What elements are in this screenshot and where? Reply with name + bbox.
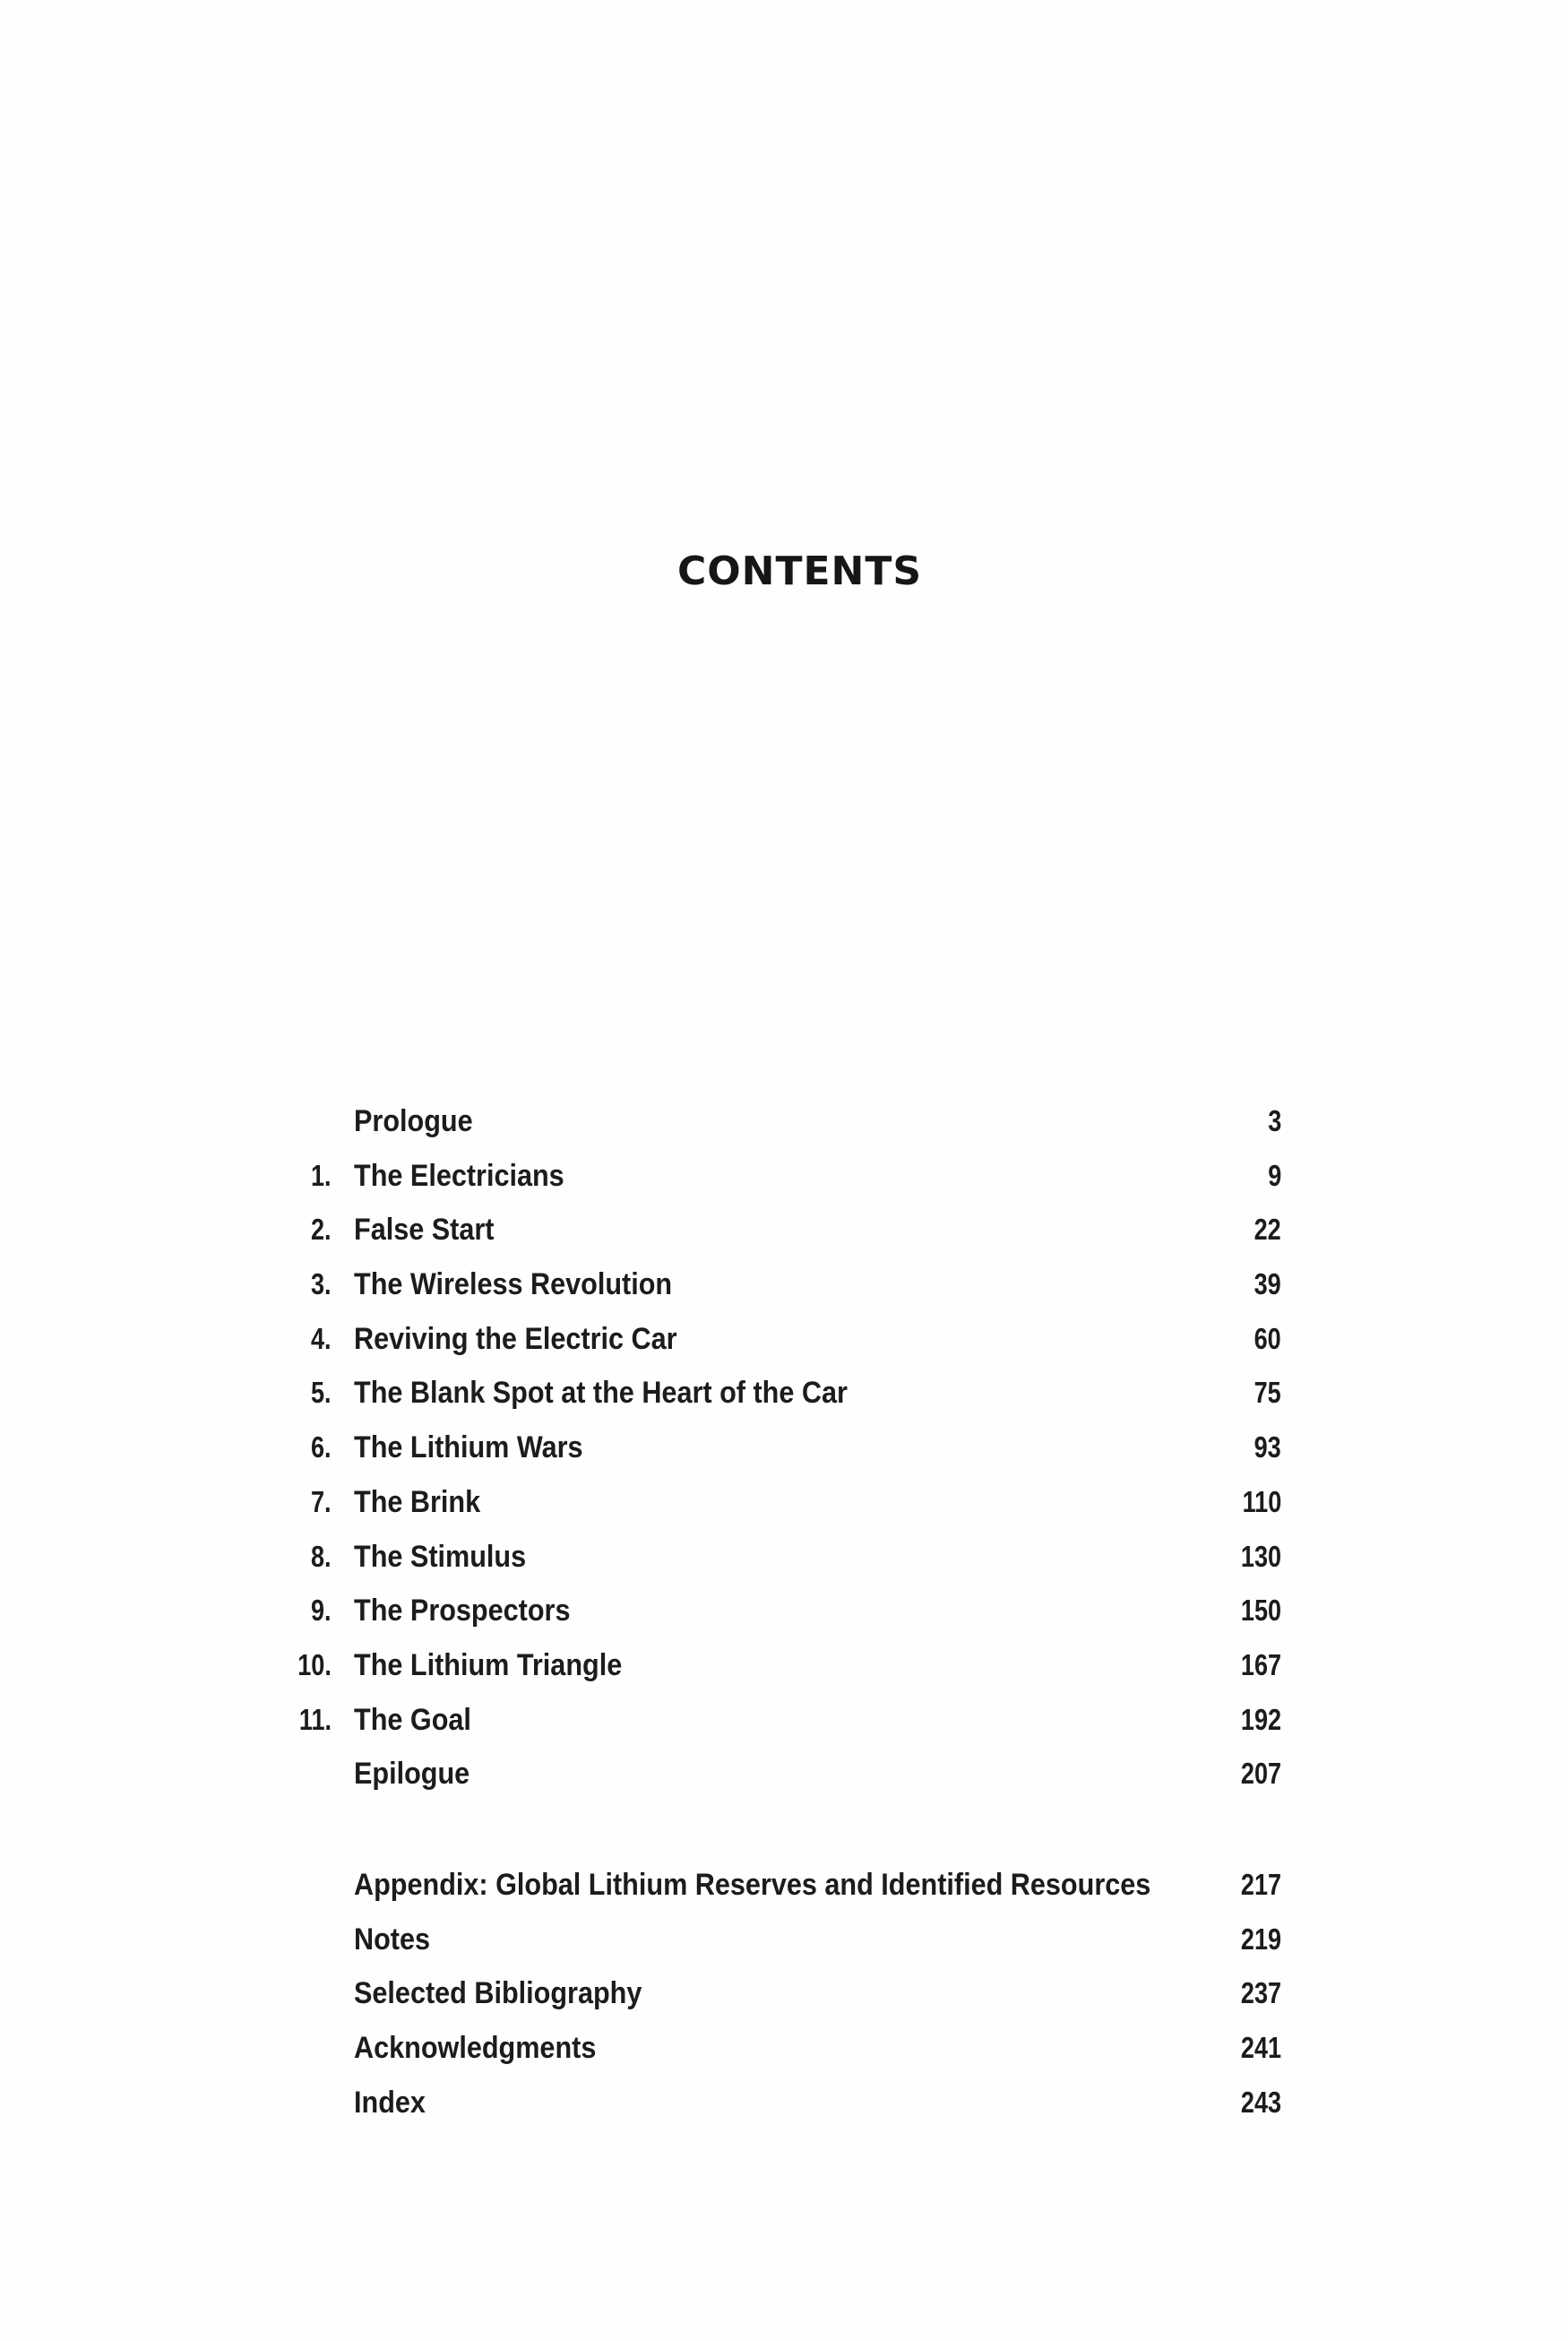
toc-entry[interactable] [0, 2031, 1568, 2086]
page-number: 192 [1240, 1702, 1281, 1736]
chapter-title: False Start [354, 1213, 495, 1248]
toc-entry[interactable] [0, 1868, 1568, 1922]
toc-entry[interactable] [0, 1485, 1568, 1540]
chapter-title: Prologue [354, 1104, 473, 1138]
chapter-number: 11. [298, 1702, 332, 1736]
page-number: 217 [1240, 1868, 1281, 1901]
chapter-number: 7. [311, 1484, 332, 1518]
page-number: 243 [1240, 2085, 1281, 2119]
page-number: 130 [1240, 1539, 1281, 1573]
page-number: 75 [1254, 1376, 1281, 1410]
toc-entry[interactable] [0, 1430, 1568, 1485]
chapter-title: The Stimulus [354, 1539, 527, 1574]
chapter-number: 10. [297, 1647, 332, 1681]
chapter-title: The Brink [354, 1484, 481, 1519]
chapter-title: The Lithium Triangle [354, 1647, 623, 1682]
toc-entry[interactable] [0, 1757, 1568, 1811]
contents-heading: CONTENTS [676, 549, 923, 594]
toc-entry[interactable] [0, 1540, 1568, 1594]
toc-entry[interactable] [0, 1648, 1568, 1703]
toc-entry[interactable] [0, 1322, 1568, 1377]
chapter-number: 4. [311, 1321, 332, 1355]
back-matter-title: Index [354, 2085, 426, 2120]
back-matter-title: Selected Bibliography [354, 1976, 642, 2011]
page-number: 219 [1240, 1922, 1281, 1956]
page-number: 241 [1240, 2031, 1281, 2065]
page-number: 93 [1254, 1430, 1281, 1464]
page-number: 9 [1267, 1158, 1281, 1192]
chapter-title: Reviving the Electric Car [354, 1321, 677, 1356]
page-number: 237 [1240, 1976, 1281, 2010]
back-matter-title: Notes [354, 1922, 431, 1957]
toc-entry[interactable] [0, 1376, 1568, 1430]
toc-entry[interactable] [0, 1594, 1568, 1648]
chapter-number: 5. [311, 1376, 332, 1410]
main-contents-list [0, 1104, 1568, 1811]
back-matter-list [0, 1868, 1568, 2139]
chapter-title: The Prospectors [354, 1594, 571, 1628]
chapter-number: 3. [311, 1267, 332, 1301]
chapter-title: The Wireless Revolution [354, 1267, 673, 1302]
page-number: 3 [1267, 1104, 1281, 1137]
page-number: 207 [1240, 1757, 1281, 1791]
chapter-title: Epilogue [354, 1757, 470, 1792]
page-number: 22 [1254, 1213, 1281, 1247]
chapter-title: The Lithium Wars [354, 1430, 583, 1465]
chapter-title: The Blank Spot at the Heart of the Car [354, 1376, 848, 1411]
chapter-number: 8. [311, 1539, 332, 1573]
chapter-title: The Electricians [354, 1158, 564, 1193]
chapter-number: 1. [311, 1158, 332, 1192]
page-number: 167 [1240, 1647, 1281, 1681]
page-number: 60 [1254, 1321, 1281, 1355]
toc-entry[interactable] [0, 1267, 1568, 1322]
toc-entry[interactable] [0, 1104, 1568, 1159]
chapter-number: 2. [311, 1213, 332, 1247]
toc-entry[interactable] [0, 1159, 1568, 1214]
chapter-title: The Goal [354, 1702, 471, 1737]
toc-entry[interactable] [0, 1213, 1568, 1267]
chapter-number: 6. [311, 1430, 332, 1464]
page-number: 110 [1242, 1484, 1281, 1518]
toc-entry[interactable] [0, 2086, 1568, 2140]
page-number: 39 [1254, 1267, 1281, 1301]
toc-entry[interactable] [0, 1703, 1568, 1758]
toc-entry[interactable] [0, 1976, 1568, 2031]
back-matter-title: Appendix: Global Lithium Reserves and Identified Resources [354, 1868, 1151, 1902]
back-matter-title: Acknowledgments [354, 2031, 597, 2066]
chapter-number: 9. [311, 1594, 332, 1628]
page-number: 150 [1240, 1594, 1281, 1628]
toc-entry[interactable] [0, 1922, 1568, 1977]
